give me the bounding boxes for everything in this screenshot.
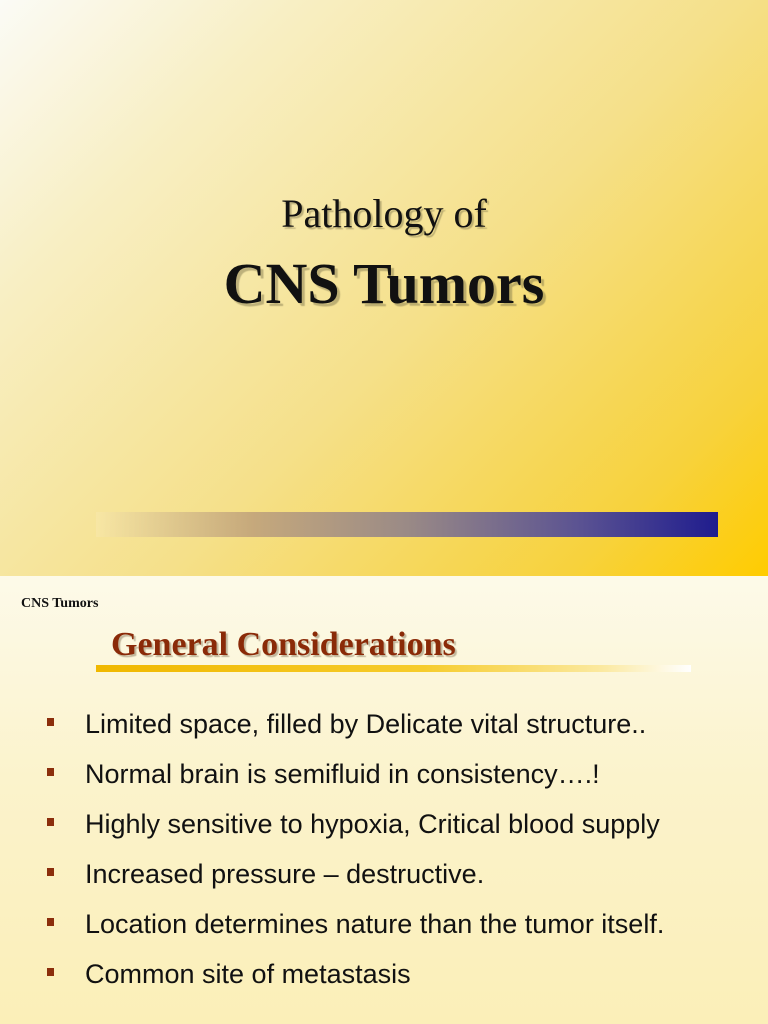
bullet-square-icon (47, 968, 54, 976)
bullet-text: Normal brain is semifluid in consistency….! (85, 759, 600, 789)
bullet-square-icon (47, 918, 54, 926)
decorative-gradient-bar (96, 512, 718, 537)
bullet-square-icon (47, 768, 54, 776)
bullet-item (0, 906, 768, 943)
bullet-item (0, 856, 768, 893)
bullet-item (0, 756, 768, 793)
slide-heading: General Considerations (111, 626, 456, 663)
slide-subtitle: Pathology of (281, 191, 487, 236)
bullet-item (0, 706, 768, 743)
slide-title: CNS Tumors (223, 251, 545, 316)
bullet-square-icon (47, 818, 54, 826)
bullet-square-icon (47, 868, 54, 876)
bullet-item (0, 806, 768, 843)
bullet-square-icon (47, 718, 54, 726)
content-slide (0, 576, 768, 1024)
heading-underline (96, 665, 691, 672)
bullet-text: Location determines nature than the tumor itself. (85, 909, 665, 939)
bullet-text: Limited space, filled by Delicate vital structure.. (85, 709, 647, 739)
bullet-list (0, 706, 768, 1006)
bullet-item (0, 956, 768, 993)
bullet-text: Common site of metastasis (85, 959, 411, 989)
bullet-text: Highly sensitive to hypoxia, Critical blood supply (85, 809, 660, 839)
bullet-text: Increased pressure – destructive. (85, 859, 485, 889)
slide-header: CNS Tumors (21, 596, 99, 611)
